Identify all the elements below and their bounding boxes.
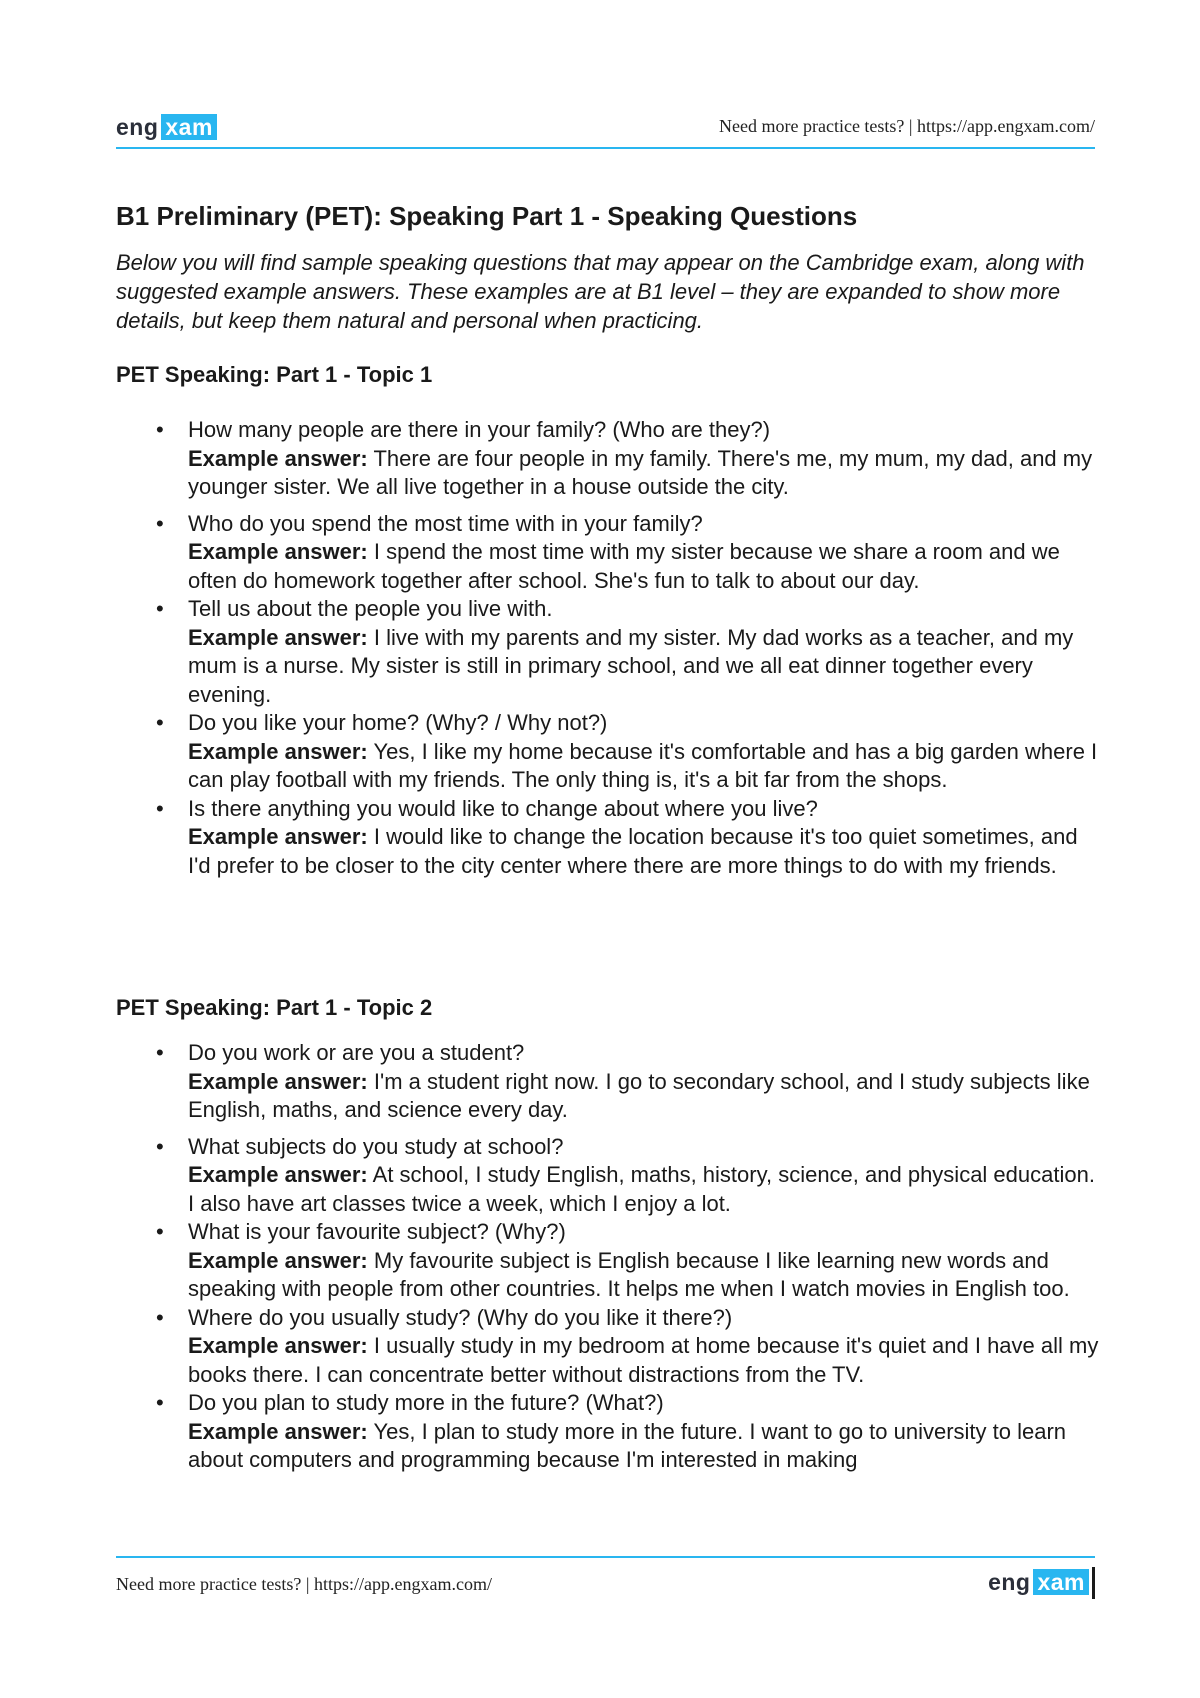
list-item — [116, 595, 1106, 709]
engxam-footer-logo[interactable] — [988, 1569, 1089, 1595]
question-text: Where do you usually study? (Why do you like it there?) — [188, 1304, 733, 1330]
answer-text: My favourite subject is English because I like learning new words and speaking with people from other countries. It helps me when I watch movies in English too. — [188, 1247, 1070, 1301]
answer-block — [188, 624, 1106, 710]
question-text: Do you work or are you a student? — [188, 1040, 525, 1065]
list-item — [116, 709, 1106, 795]
example-answer-label: Example answer: — [188, 1418, 368, 1444]
list-item — [116, 1304, 1106, 1390]
list-item — [116, 1133, 1106, 1219]
question-text: Is there anything you would like to change about where you live? — [188, 795, 818, 821]
answer-block — [188, 823, 1106, 880]
answer-text: I would like to change the location because it's too quiet sometimes, and I'd prefer to be closer to the city center where there are more things to do with my friends. — [188, 824, 1078, 878]
question-text: Do you plan to study more in the future? (What?) — [188, 1390, 664, 1415]
bullet-icon: • — [156, 510, 164, 536]
example-answer-label: Example answer: — [188, 1247, 368, 1273]
bullet-icon: • — [156, 1040, 164, 1065]
answer-text: I live with my parents and my sister. My dad works as a teacher, and my mum is a nurse. My sister is still in primary school, and we all eat dinner together every evening. — [188, 624, 1074, 707]
answer-text: Yes, I plan to study more in the future. I want to go to university to learn about computers and programming because I'm interested in making — [188, 1418, 1067, 1472]
question-text: What subjects do you study at school? — [188, 1133, 564, 1159]
example-answer-label: Example answer: — [188, 624, 368, 650]
answer-block — [188, 1247, 1106, 1304]
topic-1-heading: PET Speaking: Part 1 - Topic 1 — [116, 362, 433, 387]
example-answer-label: Example answer: — [188, 539, 368, 564]
answer-text: I'm a student right now. I go to secondary school, and I study subjects like English, maths, and science every day. — [188, 1068, 1090, 1122]
example-answer-label: Example answer: — [188, 445, 368, 471]
bullet-icon: • — [156, 710, 164, 735]
question-text: Tell us about the people you live with. — [188, 596, 553, 621]
page-header — [116, 110, 1095, 146]
question-text: Who do you spend the most time with in your family? — [188, 510, 703, 536]
page-footer — [116, 1564, 1095, 1600]
answer-block — [188, 538, 1106, 595]
bullet-icon: • — [156, 1304, 164, 1330]
answer-block — [188, 1418, 1106, 1475]
bullet-icon: • — [156, 795, 164, 821]
example-answer-label: Example answer: — [188, 1162, 368, 1187]
question-text: Do you like your home? (Why? / Why not?) — [188, 710, 608, 735]
logo-text-xam: xam — [1033, 1569, 1089, 1595]
answer-block — [188, 1161, 1106, 1218]
answer-block — [188, 1332, 1106, 1389]
question-text: How many people are there in your family? (Who are they?) — [188, 417, 771, 442]
bullet-icon: • — [156, 1133, 164, 1159]
answer-text: I usually study in my bedroom at home because it's quiet and I have all my books there. I can concentrate better without distractions from the TV. — [188, 1333, 1099, 1387]
answer-block — [188, 738, 1106, 795]
answer-block — [188, 445, 1106, 502]
list-item — [116, 1389, 1106, 1475]
page-title: B1 Preliminary (PET): Speaking Part 1 - Speaking Questions — [116, 201, 858, 231]
bullet-icon: • — [156, 1219, 164, 1244]
bullet-icon: • — [156, 417, 164, 442]
logo-text-xam: xam — [161, 114, 217, 140]
text-cursor — [1092, 1567, 1095, 1599]
example-answer-label: Example answer: — [188, 1068, 368, 1094]
list-item — [116, 1218, 1106, 1304]
footer-practice-link[interactable]: Need more practice tests? | https://app.engxam.com/ — [116, 1574, 492, 1594]
list-item — [116, 510, 1106, 596]
footer-divider — [116, 1556, 1095, 1558]
logo-text-eng: eng — [988, 1568, 1031, 1595]
answer-block — [188, 1068, 1106, 1125]
bullet-icon: • — [156, 1390, 164, 1415]
answer-text: There are four people in my family. There's me, my mum, my dad, and my younger sister. We all live together in a house outside the city. — [188, 445, 1093, 499]
topic-2-question-list — [116, 1039, 1106, 1475]
header-divider — [116, 147, 1095, 149]
example-answer-label: Example answer: — [188, 1333, 368, 1358]
question-text: What is your favourite subject? (Why?) — [188, 1219, 566, 1244]
example-answer-label: Example answer: — [188, 824, 368, 849]
list-item — [116, 416, 1106, 502]
engxam-logo[interactable] — [116, 114, 217, 140]
answer-text: Yes, I like my home because it's comfortable and has a big garden where I can play football with my friends. The only thing is, it's a bit far from the shops. — [188, 738, 1098, 792]
bullet-icon: • — [156, 596, 164, 621]
topic-2-heading: PET Speaking: Part 1 - Topic 2 — [116, 995, 433, 1020]
topic-1-question-list — [116, 416, 1106, 880]
answer-text: At school, I study English, maths, history, science, and physical education. I also have art classes twice a week, which I enjoy a lot. — [188, 1162, 1095, 1216]
list-item — [116, 795, 1106, 881]
list-item — [116, 1039, 1106, 1125]
header-practice-link[interactable]: Need more practice tests? | https://app.engxam.com/ — [719, 116, 1095, 136]
intro-paragraph: Below you will find sample speaking questions that may appear on the Cambridge exam, along with suggested example answers. These examples are at B1 level – they are expanded to show more details, but keep them natural and personal when practicing. — [116, 250, 1085, 333]
logo-text-eng: eng — [116, 113, 159, 140]
answer-text: I spend the most time with my sister because we share a room and we often do homework together after school. She's fun to talk to about our day. — [188, 539, 1060, 593]
example-answer-label: Example answer: — [188, 738, 368, 764]
